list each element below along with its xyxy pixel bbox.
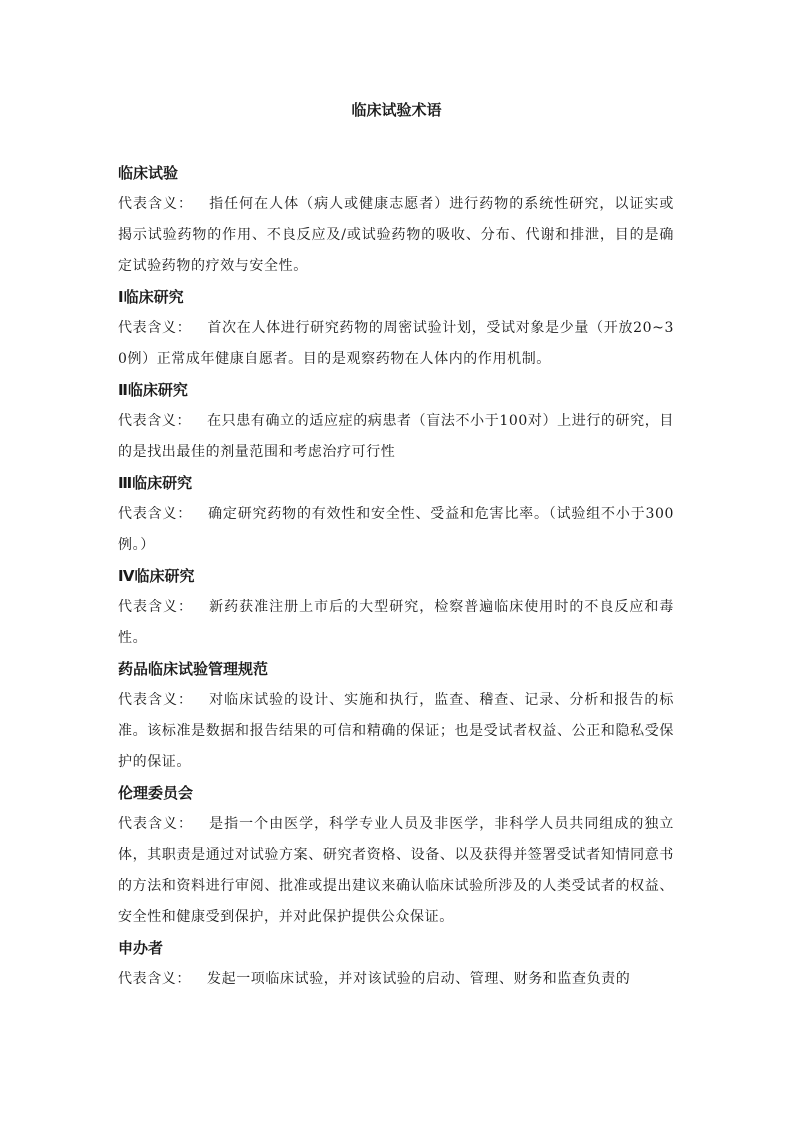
term-definition (118, 809, 674, 933)
definition-text: 对临床试验的设计、实施和执行，监查、稽查、记录、分析和报告的标准。该标准是数据和报告结果的可信和精确的保证；也是受试者权益、公正和隐私受保护的保证。 (118, 692, 674, 770)
term-entry (118, 778, 674, 933)
definition-label: 代表含义： (118, 506, 193, 522)
term-list (118, 158, 674, 995)
term-definition (118, 189, 674, 282)
definition-text: 首次在人体进行研究药物的周密试验计划，受试对象是少量（开放20~30例）正常成年健康自愿者。目的是观察药物在人体内的作用机制。 (118, 320, 674, 367)
definition-text: 在只患有确立的适应症的病患者（盲法不小于100对）上进行的研究，目的是找出最佳的剂量范围和考虑治疗可行性 (118, 413, 674, 460)
definition-label: 代表含义： (118, 599, 194, 615)
definition-text: 确定研究药物的有效性和安全性、受益和危害比率。（试验组不小于300例。） (118, 506, 674, 553)
term-heading: Ⅲ临床研究 (118, 474, 193, 492)
definition-label: 代表含义： (118, 816, 194, 832)
term-heading: 申办者 (118, 939, 164, 957)
definition-label: 代表含义： (118, 413, 192, 429)
term-definition (118, 964, 674, 995)
term-entry (118, 933, 674, 995)
definition-label: 代表含义： (118, 320, 192, 336)
term-entry (118, 561, 674, 654)
document-title: 临床试验术语 (351, 101, 442, 119)
term-heading: Ⅰ临床研究 (118, 288, 184, 306)
term-entry (118, 375, 674, 468)
definition-text: 是指一个由医学，科学专业人员及非医学，非科学人员共同组成的独立体，其职责是通过对试验方案、研究者资格、设备、以及获得并签署受试者知情同意书的方法和资料进行审阅、批准或提出建议来确认临床试验所涉及的人类受试者的权益、安全性和健康受到保护，并对此保护提供公众保证。 (118, 816, 674, 925)
term-definition (118, 685, 674, 778)
term-heading: 药品临床试验管理规范 (118, 660, 269, 678)
term-heading: Ⅱ临床研究 (118, 381, 188, 399)
term-heading: 伦理委员会 (118, 784, 194, 802)
definition-text: 新药获准注册上市后的大型研究，检察普遍临床使用时的不良反应和毒性。 (118, 599, 674, 646)
definition-label: 代表含义： (118, 971, 191, 987)
term-entry (118, 654, 674, 778)
definition-label: 代表含义： (118, 196, 194, 212)
term-heading: Ⅳ临床研究 (118, 567, 195, 585)
term-entry (118, 468, 674, 561)
definition-text: 指任何在人体（病人或健康志愿者）进行药物的系统性研究，以证实或揭示试验药物的作用、不良反应及/或试验药物的吸收、分布、代谢和排泄，目的是确定试验药物的疗效与安全性。 (118, 196, 674, 274)
term-definition (118, 406, 674, 468)
term-entry (118, 158, 674, 282)
term-definition (118, 313, 674, 375)
definition-text: 发起一项临床试验，并对该试验的启动、管理、财务和监查负责的 (207, 971, 631, 987)
term-heading: 临床试验 (118, 164, 179, 182)
term-definition (118, 592, 674, 654)
definition-label: 代表含义： (118, 692, 194, 708)
term-definition (118, 499, 674, 561)
term-entry (118, 282, 674, 375)
